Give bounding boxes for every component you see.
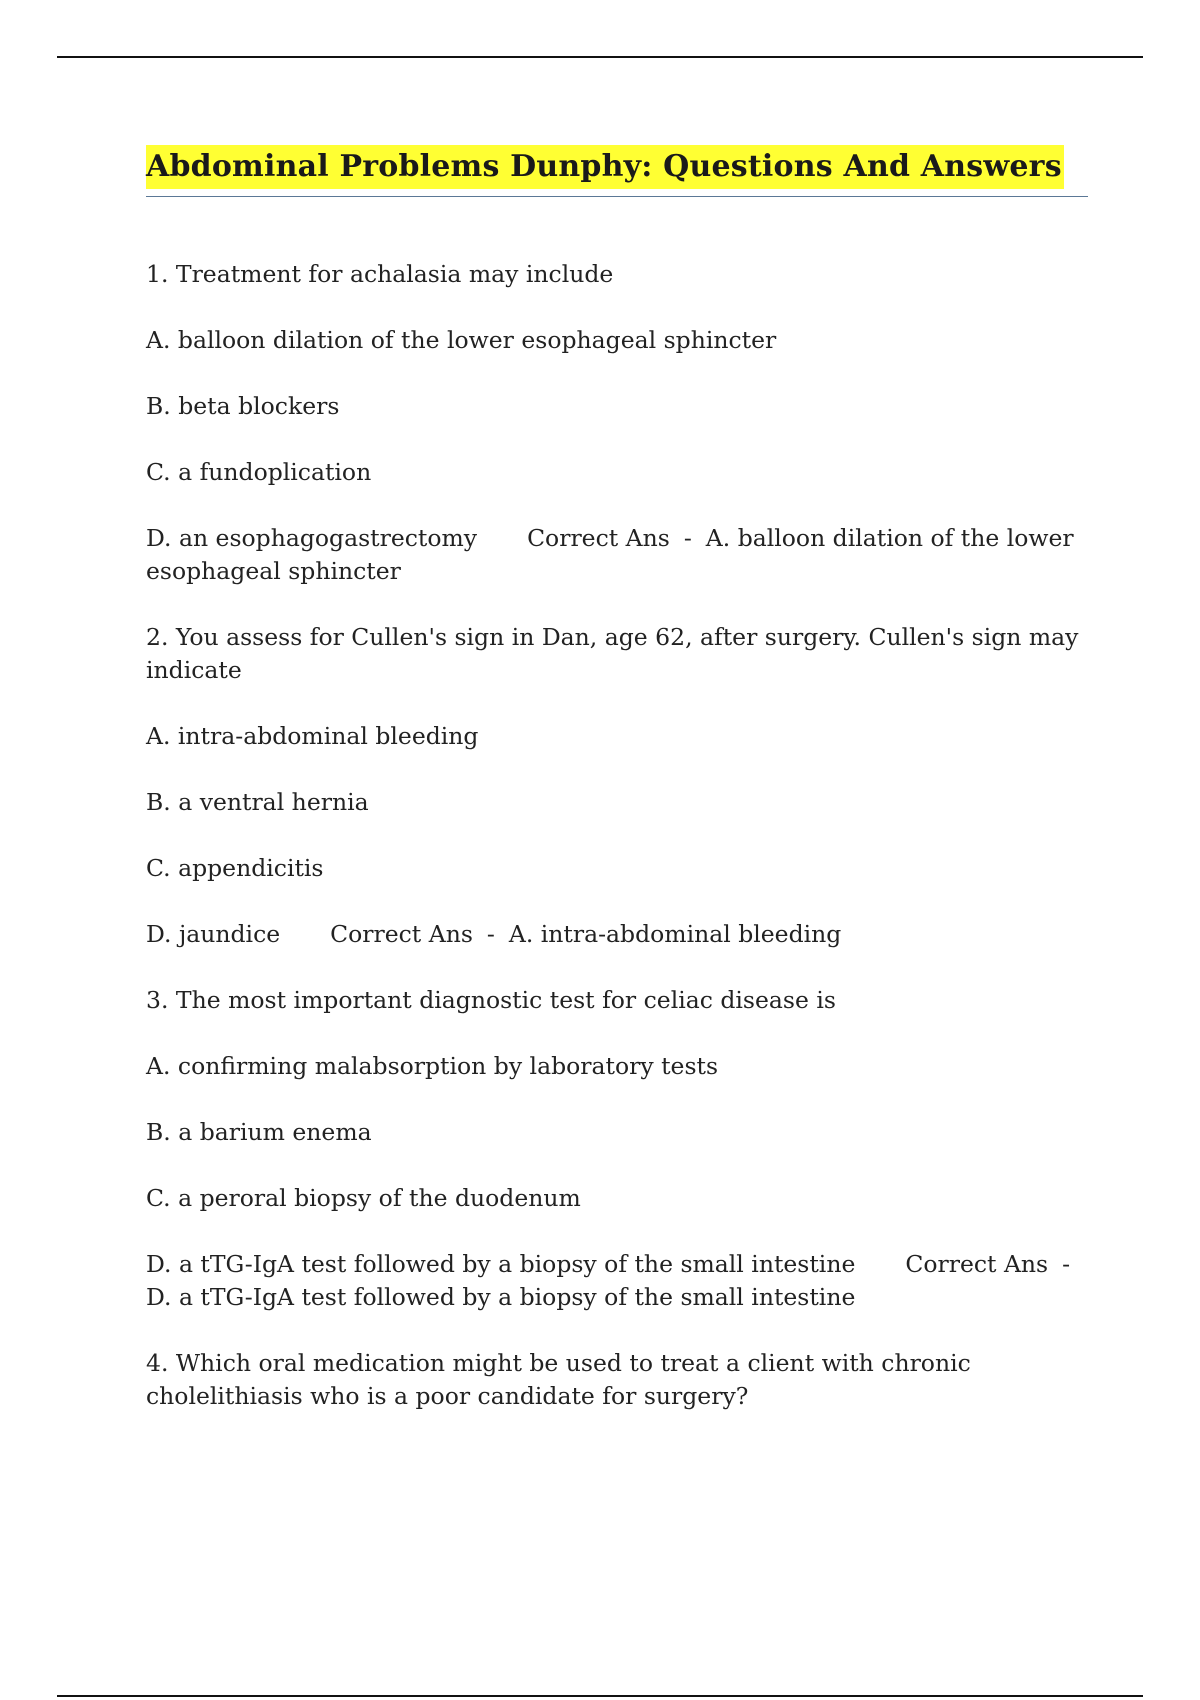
question-3-option-d: D. a tTG-IgA test followed by a biopsy of the small intestine	[146, 1250, 856, 1278]
question-2-option-d-with-answer	[146, 918, 1086, 951]
question-3-option-a: A. confirming malabsorption by laboratory tests	[146, 1052, 719, 1080]
question-1-text: 1. Treatment for achalasia may include	[146, 260, 614, 288]
question-3-option-c: C. a peroral biopsy of the duodenum	[146, 1184, 581, 1212]
question-3	[146, 984, 1086, 1314]
question-2-option-a: A. intra-abdominal bleeding	[146, 722, 479, 750]
question-4-text: 4. Which oral medication might be used to treat a client with chronic cholelithiasis who is a poor candidate for surgery?	[146, 1349, 971, 1410]
document-body	[146, 145, 1086, 1446]
question-3-dash: -	[1062, 1250, 1071, 1278]
question-2-text: 2. You assess for Cullen's sign in Dan, age 62, after surgery. Cullen's sign may indicate	[146, 623, 1079, 684]
question-1-dash: -	[683, 524, 692, 552]
question-2-answer: A. intra-abdominal bleeding	[508, 920, 842, 948]
question-1-answer: A. balloon dilation of the lower esophageal sphincter	[146, 524, 1074, 585]
question-1-correct-label: Correct Ans	[527, 524, 670, 552]
question-3-correct-label: Correct Ans	[905, 1250, 1049, 1278]
question-2-dash: -	[486, 920, 495, 948]
question-4	[146, 1347, 1086, 1413]
question-1-option-d-with-answer	[146, 522, 1086, 588]
question-2-option-d: D. jaundice	[146, 920, 281, 948]
question-2-option-c: C. appendicitis	[146, 854, 324, 882]
title-block	[146, 145, 1088, 197]
question-3-answer: D. a tTG-IgA test followed by a biopsy of the small intestine	[146, 1283, 856, 1311]
question-1	[146, 258, 1086, 588]
question-1-option-a: A. balloon dilation of the lower esophageal sphincter	[146, 326, 777, 354]
page-title: Abdominal Problems Dunphy: Questions And Answers	[146, 145, 1064, 189]
question-3-option-d-with-answer	[146, 1248, 1086, 1314]
question-2-option-b: B. a ventral hernia	[146, 788, 369, 816]
question-3-option-b: B. a barium enema	[146, 1118, 372, 1146]
question-1-option-c: C. a fundoplication	[146, 458, 372, 486]
top-rule	[57, 56, 1143, 58]
question-1-option-b: B. beta blockers	[146, 392, 340, 420]
bottom-rule	[57, 1695, 1143, 1697]
question-2-correct-label: Correct Ans	[330, 920, 473, 948]
question-3-text: 3. The most important diagnostic test for celiac disease is	[146, 986, 836, 1014]
question-1-option-d: D. an esophagogastrectomy	[146, 524, 478, 552]
question-2	[146, 621, 1086, 951]
